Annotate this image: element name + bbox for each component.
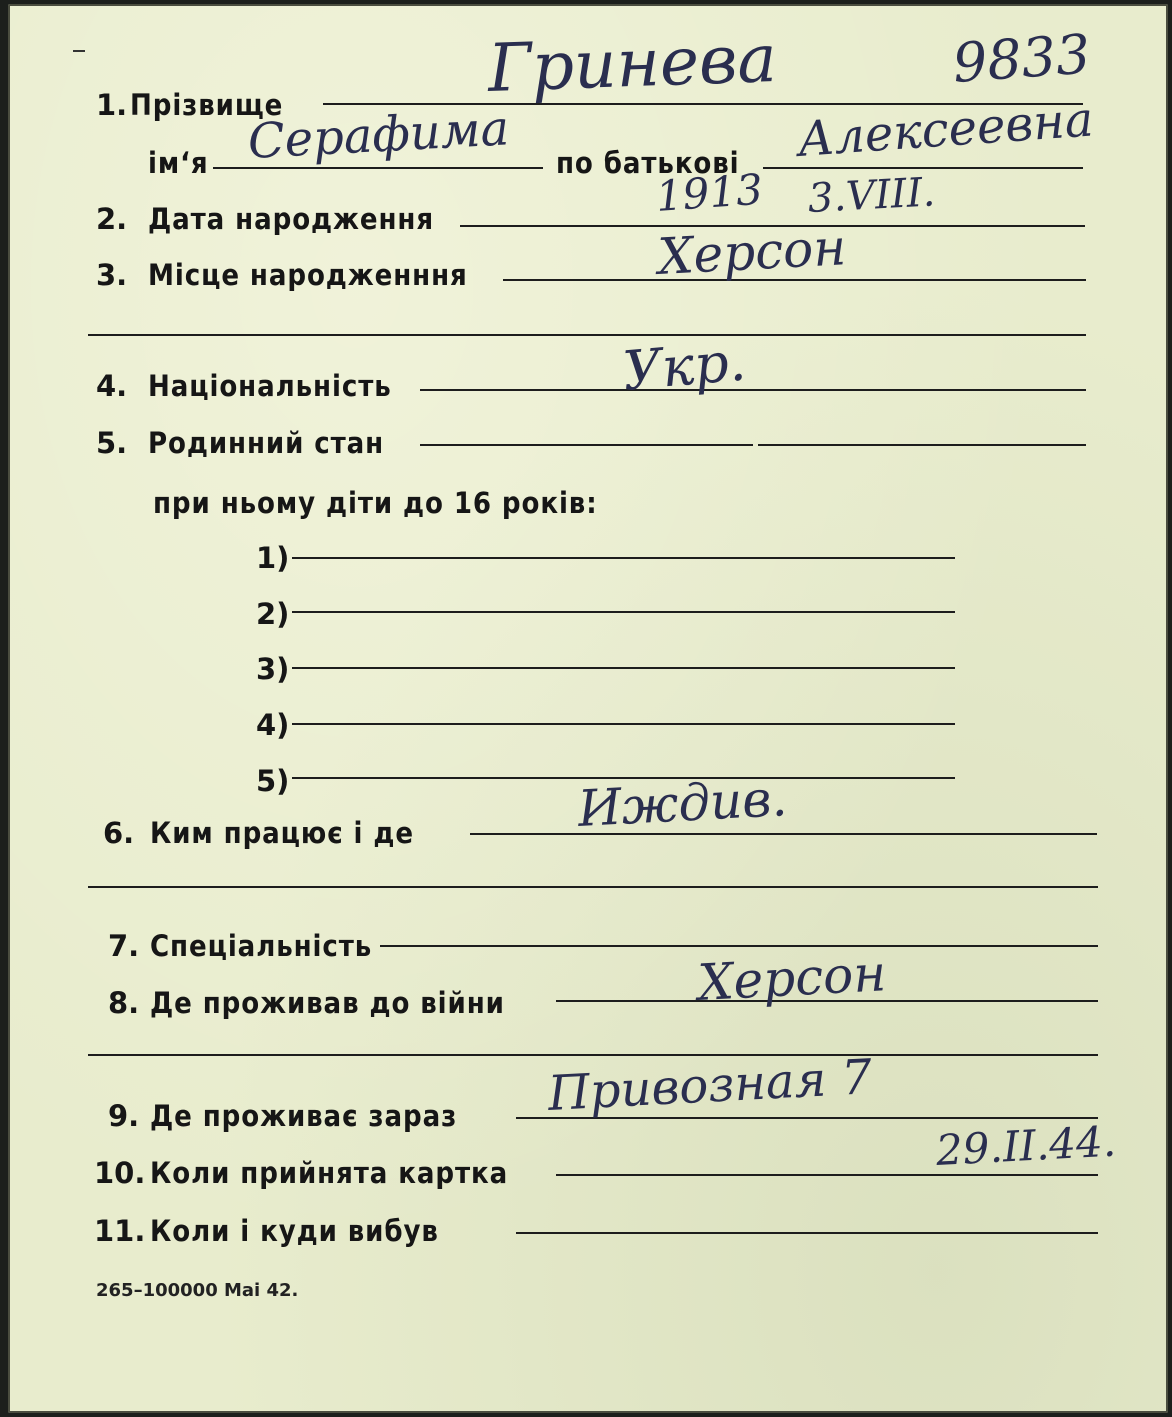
field-9-number: 9. xyxy=(108,1099,140,1133)
field-11-number: 11. xyxy=(94,1214,146,1248)
family-status-label: Родинний стан xyxy=(148,426,385,460)
birth-date-label: Дата народження xyxy=(148,202,435,236)
child-3-line[interactable] xyxy=(292,667,955,669)
prewar-residence-line-2 xyxy=(88,1054,1098,1056)
patronymic-value[interactable]: Алексеевна xyxy=(796,91,1096,168)
archive-number: 9833 xyxy=(950,22,1093,95)
patronymic-line xyxy=(763,167,1083,169)
work-label: Ким працює і де xyxy=(150,816,414,850)
current-residence-value[interactable]: Привозная 7 xyxy=(546,1049,874,1122)
family-status-line xyxy=(420,444,753,446)
field-2-number: 2. xyxy=(96,202,128,236)
child-1-line[interactable] xyxy=(292,557,955,559)
child-2-line[interactable] xyxy=(292,611,955,613)
surname-label: Прізвище xyxy=(130,88,284,122)
print-imprint: 265–100000 Mai 42. xyxy=(96,1280,299,1301)
registration-card xyxy=(8,4,1168,1413)
child-1-number: 1) xyxy=(256,541,290,575)
birth-day-value[interactable]: 3.VIII. xyxy=(806,169,937,222)
family-status-line-2 xyxy=(758,444,1086,446)
children-heading: при ньому діти до 16 років: xyxy=(153,486,598,520)
departure-label: Коли і куди вибув xyxy=(150,1214,439,1248)
field-7-number: 7. xyxy=(108,929,140,963)
field-10-number: 10. xyxy=(94,1156,146,1190)
nationality-line xyxy=(420,389,1086,391)
card-accepted-value[interactable]: 29.II.44. xyxy=(934,1116,1118,1175)
first-name-value[interactable]: Серафима xyxy=(246,100,511,170)
birth-place-line xyxy=(503,279,1086,281)
child-2-number: 2) xyxy=(256,597,290,631)
child-5-number: 5) xyxy=(256,764,290,798)
work-value[interactable]: Иждив. xyxy=(576,769,789,838)
birth-place-line-2 xyxy=(88,334,1086,336)
field-4-number: 4. xyxy=(96,369,128,403)
field-3-number: 3. xyxy=(96,258,128,292)
child-4-line[interactable] xyxy=(292,723,955,725)
current-residence-label: Де проживає зараз xyxy=(150,1099,458,1133)
nationality-value[interactable]: Укр. xyxy=(620,329,749,403)
prewar-residence-value[interactable]: Херсон xyxy=(696,944,888,1012)
child-4-number: 4) xyxy=(256,708,290,742)
speciality-label: Спеціальність xyxy=(150,929,373,963)
birth-place-label: Місце народженння xyxy=(148,258,468,292)
nationality-label: Національність xyxy=(148,369,392,403)
prewar-residence-label: Де проживав до війни xyxy=(150,986,505,1020)
field-5-number: 5. xyxy=(96,426,128,460)
patronymic-label: по батькові xyxy=(556,146,740,180)
first-name-label: ім‘я xyxy=(148,146,209,180)
field-8-number: 8. xyxy=(108,986,140,1020)
field-6-number: 6. xyxy=(103,816,135,850)
child-3-number: 3) xyxy=(256,652,290,686)
field-1-number: 1. xyxy=(96,88,128,122)
birth-year-value[interactable]: 1913 xyxy=(654,164,765,221)
card-accepted-line xyxy=(556,1174,1098,1176)
speciality-line xyxy=(380,945,1098,947)
work-line-2 xyxy=(88,886,1098,888)
surname-value[interactable]: Гринева xyxy=(486,19,778,107)
corner-mark xyxy=(73,50,85,52)
card-accepted-label: Коли прийнята картка xyxy=(150,1156,509,1190)
birth-place-value[interactable]: Херсон xyxy=(656,218,848,286)
departure-line xyxy=(516,1232,1098,1234)
work-line xyxy=(470,833,1097,835)
